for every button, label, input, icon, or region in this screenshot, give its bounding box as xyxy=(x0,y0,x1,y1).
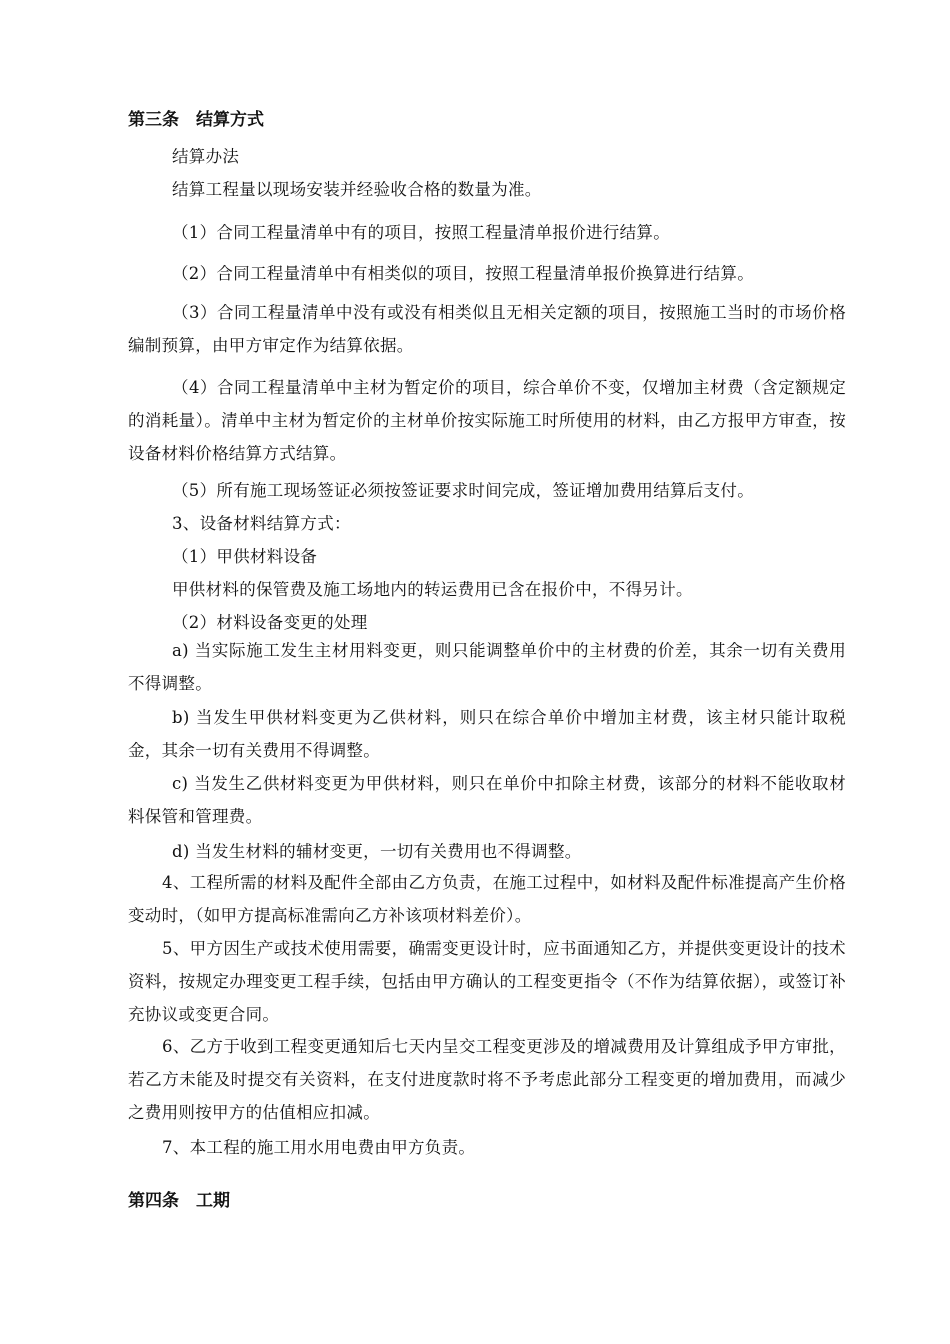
owner-supplied-heading: （1）甲供材料设备 xyxy=(172,547,318,566)
settlement-item-3: （3）合同工程量清单中没有或没有相类似且无相关定额的项目，按照施工当时的市场价格编制预算，由甲方审定作为结算依据。 xyxy=(128,303,846,355)
settlement-item-1: （1）合同工程量清单中有的项目，按照工程量清单报价进行结算。 xyxy=(172,223,670,242)
section-6-paragraph: 6、乙方于收到工程变更通知后七天内呈交工程变更涉及的增减费用及计算组成予甲方审批，若乙方未能及时提交有关资料，在支付进度款时将不予考虑此部分工程变更的增加费用，而减少之费用则按甲方的估值相应扣减。 xyxy=(128,1037,846,1122)
owner-supplied-text: 甲供材料的保管费及施工场地内的转运费用已含在报价中，不得另计。 xyxy=(172,580,693,599)
material-settlement-heading: 3、设备材料结算方式： xyxy=(172,514,351,533)
change-clause-a: a) 当实际施工发生主材用料变更，则只能调整单价中的主材费的价差，其余一切有关费用不得调整。 xyxy=(128,641,846,693)
section-4-paragraph: 4、工程所需的材料及配件全部由乙方负责，在施工过程中，如材料及配件标准提高产生价格变动时，（如甲方提高标准需向乙方补该项材料差价）。 xyxy=(128,873,846,925)
material-change-heading: （2）材料设备变更的处理 xyxy=(172,613,368,632)
settlement-method-subheading: 结算办法 xyxy=(172,147,240,166)
article-4-heading: 第四条 工期 xyxy=(128,1191,230,1211)
change-clause-d: d) 当发生材料的辅材变更，一切有关费用也不得调整。 xyxy=(172,842,582,861)
settlement-item-5: （5）所有施工现场签证必须按签证要求时间完成，签证增加费用结算后支付。 xyxy=(172,481,754,500)
article-3-heading: 第三条 结算方式 xyxy=(128,110,264,130)
section-7-paragraph: 7、本工程的施工用水用电费由甲方负责。 xyxy=(162,1138,476,1157)
change-clause-b: b) 当发生甲供材料变更为乙供材料，则只在综合单价中增加主材费，该主材只能计取税金，其余一切有关费用不得调整。 xyxy=(128,708,846,760)
section-5-paragraph: 5、甲方因生产或技术使用需要，确需变更设计时，应书面通知乙方，并提供变更设计的技术资料，按规定办理变更工程手续，包括由甲方确认的工程变更指令（不作为结算依据），或签订补充协议或变更合同。 xyxy=(128,939,846,1024)
settlement-basis: 结算工程量以现场安装并经验收合格的数量为准。 xyxy=(172,180,542,199)
settlement-item-4: （4）合同工程量清单中主材为暂定价的项目，综合单价不变，仅增加主材费（含定额规定的消耗量）。清单中主材为暂定价的主材单价按实际施工时所使用的材料，由乙方报甲方审查，按设备材料价格结算方式结算。 xyxy=(128,378,846,463)
settlement-item-2: （2）合同工程量清单中有相类似的项目，按照工程量清单报价换算进行结算。 xyxy=(172,264,754,283)
change-clause-c: c) 当发生乙供材料变更为甲供材料，则只在单价中扣除主材费，该部分的材料不能收取材料保管和管理费。 xyxy=(128,774,846,826)
